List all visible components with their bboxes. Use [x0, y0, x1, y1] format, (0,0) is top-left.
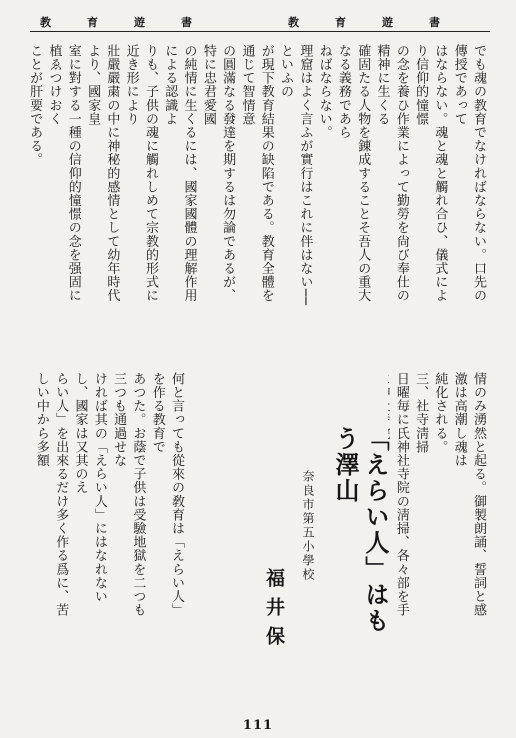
lower-left-text-block: [34, 372, 186, 626]
article-title: 「えらい人」はもう澤山: [331, 426, 390, 634]
text-line: らい人」を出來るだけ多く作る爲に、苦しい中から多額: [34, 372, 69, 617]
text-line: が現下教育結果の缺陷である。教育全體を通じて智情意: [239, 44, 274, 303]
text-line: ねばならない。: [316, 44, 332, 140]
text-line: の念を養ひ作業によって勤勞を尙び奉仕の精神に生くる: [374, 44, 409, 303]
text-line: はならない。魂と魂と觸れ合ひ、儀式により信仰的憧憬: [413, 44, 448, 303]
text-line: ことが肝要である。: [27, 44, 43, 167]
text-line: 壯嚴嚴粛の中に神秘的感情として幼年時代より、國家皇: [85, 44, 120, 303]
text-line: 理窟はよく言ふが實行はこれに伴はない──といふの: [278, 44, 313, 306]
text-line: の圓滿なる發達を期するは勿論であるが、特に忠君愛國: [200, 44, 236, 303]
text-line: 日曜毎に氏神社寺院の淸掃、各々部を手: [393, 372, 409, 617]
text-line: あつた。お蔭で子供は受驗地獄を二つも三つも通過せな: [111, 372, 146, 617]
lower-right-text-block: [388, 372, 488, 626]
article-school: 奈良市第五小學校: [301, 470, 315, 582]
text-line: ければ其の「えらい人」にはなれないし、國家は又其のえ: [72, 372, 107, 604]
text-line: 情のみ湧然と起る。御製朗誦、誓詞と感激は高潮し魂は: [451, 372, 486, 617]
running-header: [40, 14, 476, 28]
upper-text-block: [26, 44, 488, 306]
text-line: 室に對する一種の信仰的憧憬の念を强固に植ゑつけおく: [46, 44, 81, 303]
text-line: 三、社寺淸掃: [413, 372, 429, 454]
header-rule: [30, 31, 490, 32]
text-line: 何と言っても從來の敎育は「えらい人」を作る教育で: [149, 372, 184, 617]
text-line: 確固たる人物を錬成することそ吾人の重大なる義務であら: [335, 44, 371, 303]
running-header-right: 教育遊書: [288, 16, 476, 29]
article-author: 福井保: [263, 568, 285, 655]
page-number: 111: [242, 718, 274, 733]
text-line: でも魂の教育でなければならない。口先の傳授であって: [451, 44, 486, 303]
text-line: りも、子供の魂に觸れしめて宗教的形式に近き形により: [123, 44, 158, 303]
text-line: の純情に生くるには、國家國體の理解作用による認識よ: [162, 44, 197, 303]
running-header-left: 教育遊書: [40, 16, 228, 29]
text-line: 純化される。: [432, 372, 448, 454]
